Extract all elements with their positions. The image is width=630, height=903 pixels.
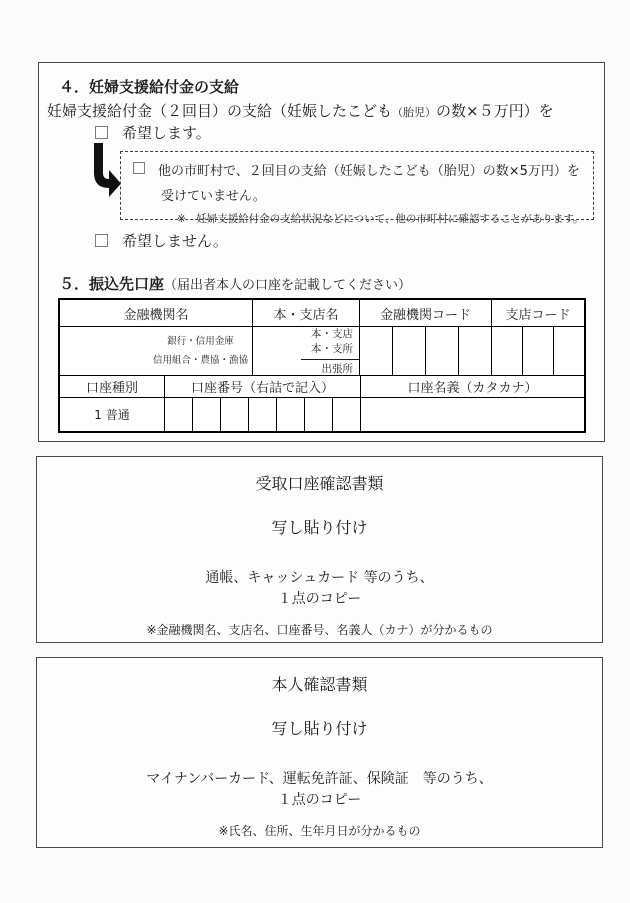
declaration-line2: 受けていません。 — [161, 189, 266, 204]
account-proof-note: ※金融機関名、支店名、口座番号、名義人（カナ）が分かるもの — [146, 623, 493, 637]
account-number-cell[interactable] — [305, 398, 333, 431]
section4-heading: ４．妊婦支援給付金の支給 — [59, 78, 240, 96]
table-entry-row-1 — [60, 327, 584, 376]
header-branch-code: 支店コード — [505, 307, 571, 323]
no-wish-checkbox[interactable] — [95, 234, 108, 247]
bank-code-cell[interactable] — [393, 327, 426, 375]
account-holder-field[interactable] — [361, 398, 584, 431]
branch-code-cell[interactable] — [523, 327, 554, 375]
header-bank-name: 金融機関名 — [60, 300, 253, 326]
wish-checkbox[interactable] — [95, 126, 108, 139]
account-number-cell[interactable] — [277, 398, 305, 431]
option-row-wish — [95, 122, 211, 143]
other-municipality-declaration-box — [120, 151, 594, 225]
declaration-checkbox[interactable] — [133, 162, 145, 174]
intro-text-fetus: （胎児） — [392, 106, 437, 119]
header-bank-code: 金融機関コード — [360, 300, 492, 326]
benefit-section-panel — [38, 62, 605, 442]
bank-account-table — [58, 298, 586, 433]
identity-proof-note: ※氏名、住所、生年月日が分かるもの — [218, 824, 421, 838]
header-account-number: 口座番号（右詰で記入） — [165, 376, 361, 397]
bank-kind-options — [153, 337, 248, 366]
down-right-arrow-icon — [91, 143, 121, 203]
declaration-line1: 他の市町村で、２回目の支給（妊娠したこども（胎児）の数×5万円）を — [158, 164, 580, 179]
account-proof-attachment-box — [36, 456, 603, 643]
section5-heading-note: （届出者本人の口座を記載してください） — [164, 278, 412, 293]
bank-code-cell[interactable] — [360, 327, 393, 375]
account-number-cell[interactable] — [165, 398, 193, 431]
branch-code-cell[interactable] — [492, 327, 523, 375]
bank-kind-line2: 信用組合・農協・漁協 — [152, 355, 248, 366]
bank-kind-line1: 銀行・信用金庫 — [167, 335, 234, 347]
branch-type-honshisho: 本・支所 — [311, 342, 353, 355]
identity-proof-line2: １点のコピー — [277, 792, 362, 808]
account-proof-paste-label: 写し貼り付け — [271, 518, 368, 537]
account-number-cell[interactable] — [221, 398, 249, 431]
identity-proof-attachment-box — [36, 657, 603, 848]
intro-text-post: の数×５万円）を — [436, 102, 554, 120]
branch-type-shutchojo: 出張所 — [301, 359, 359, 375]
intro-text-pre: 妊婦支援給付金（２回目）の支給（妊娠したこども — [47, 102, 393, 120]
account-type-value: 1 普通 — [60, 398, 165, 431]
declaration-note: ※ 妊婦支援給付金の支給状況などについて、他の市町村に確認することがあります。 — [177, 213, 584, 225]
identity-proof-line1: マイナンバーカード、運転免許証、保険証 等のうち、 — [146, 771, 493, 787]
branch-code-cells — [492, 327, 584, 375]
option-row-no-wish — [95, 230, 228, 251]
account-number-cells — [165, 398, 361, 431]
branch-type-honshiten: 本・支店 — [311, 328, 353, 341]
account-proof-line1: 通帳、キャッシュカード 等のうち、 — [205, 570, 434, 586]
identity-proof-title: 本人確認書類 — [271, 675, 368, 694]
branch-code-cell[interactable] — [554, 327, 584, 375]
no-wish-label: 希望しません。 — [122, 232, 228, 250]
header-account-holder: 口座名義（カタカナ） — [407, 381, 538, 396]
section5-heading-title: ５．振込先口座 — [59, 275, 165, 293]
bank-code-cell[interactable] — [459, 327, 491, 375]
account-number-cell[interactable] — [333, 398, 360, 431]
header-account-type: 口座種別 — [60, 376, 165, 397]
account-number-cell[interactable] — [249, 398, 277, 431]
account-number-cell[interactable] — [193, 398, 221, 431]
section4-intro — [47, 100, 554, 121]
bank-code-cell[interactable] — [426, 327, 459, 375]
account-proof-title: 受取口座確認書類 — [255, 474, 384, 493]
wish-label: 希望します。 — [122, 124, 211, 142]
account-proof-line2: １点のコピー — [277, 591, 362, 607]
section5-heading — [59, 273, 411, 294]
header-branch-name: 本・支店名 — [253, 300, 360, 326]
table-header-row-2 — [60, 376, 584, 398]
table-entry-row-2 — [60, 398, 584, 431]
bank-name-field[interactable] — [60, 327, 253, 375]
branch-name-field[interactable] — [253, 327, 360, 375]
identity-proof-paste-label: 写し貼り付け — [271, 719, 368, 738]
declaration-line1-row — [133, 160, 587, 179]
table-header-row-1 — [60, 300, 584, 327]
bank-code-cells — [360, 327, 492, 375]
